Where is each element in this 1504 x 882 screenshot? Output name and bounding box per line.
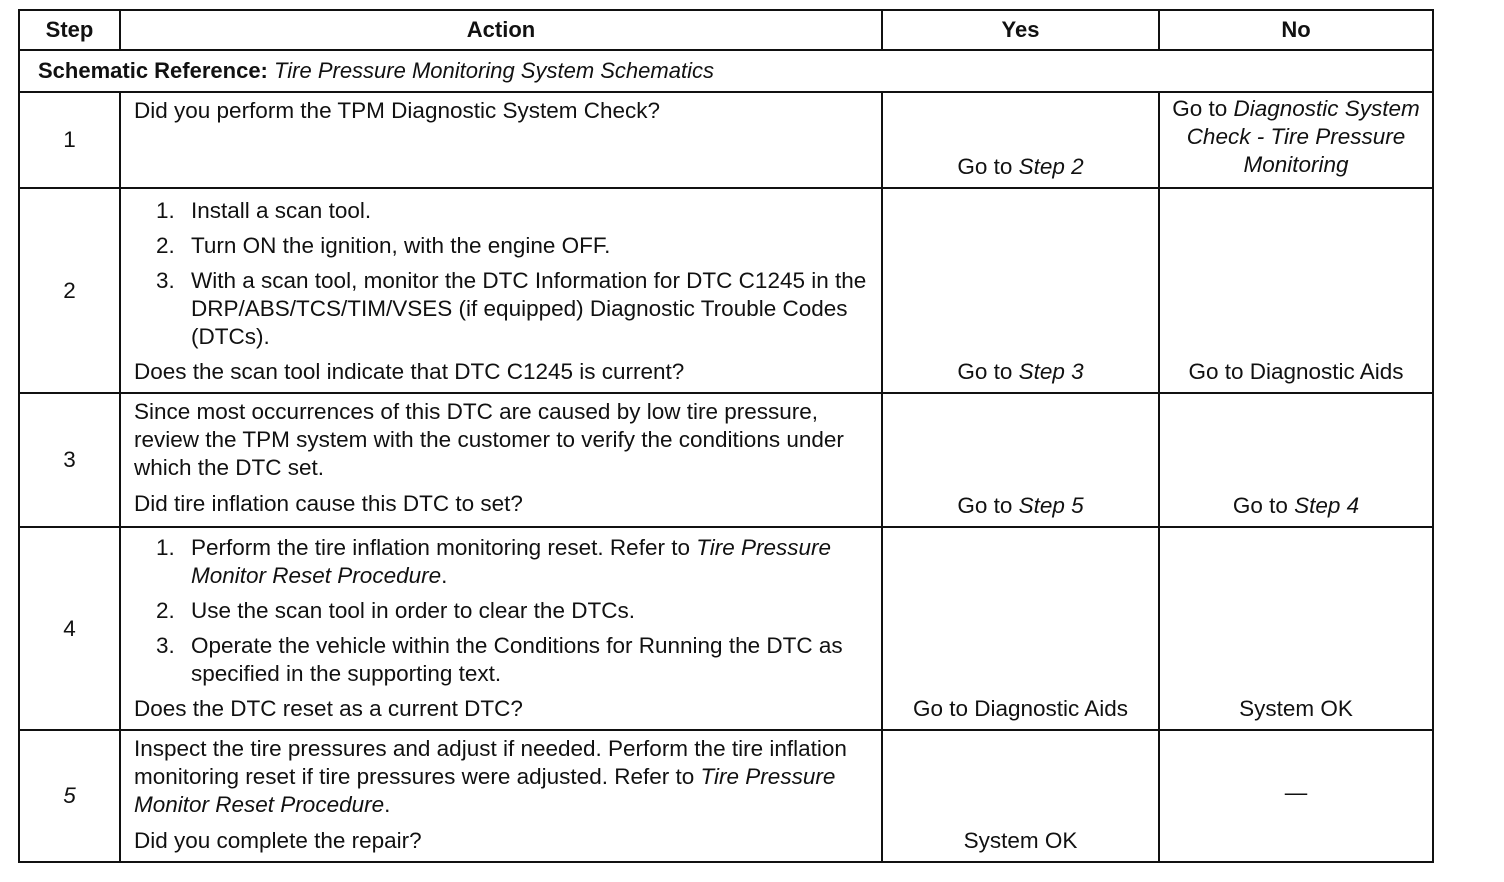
action-cell: [120, 730, 882, 862]
instruction-list: [134, 534, 871, 688]
yes-cell: [882, 730, 1159, 862]
yes-prefix: Go to: [957, 154, 1019, 179]
yes-prefix: Go to: [957, 359, 1019, 384]
no-prefix: Go to: [1232, 493, 1295, 518]
yes-cell: [882, 393, 1159, 527]
step-row-1: [19, 92, 1433, 188]
list-item: 3. Operate the vehicle within the Conditions for Running the DTC as specified in the supporting text.: [156, 633, 843, 686]
header-yes: Yes: [882, 10, 1159, 50]
yes-link[interactable]: Step 3: [1018, 359, 1084, 384]
no-link[interactable]: Go to Diagnostic Aids: [1188, 359, 1404, 384]
step-number: 3: [19, 393, 120, 527]
yes-cell: [882, 188, 1159, 393]
step-number: 5: [19, 730, 120, 862]
step-row-3: [19, 393, 1433, 527]
step-description: Since most occurrences of this DTC are caused by low tire pressure, review the TPM system with the customer to verify the conditions under which the DTC set.: [134, 399, 844, 480]
step-description: Inspect the tire pressures and adjust if needed. Perform the tire inflation monitoring reset if tire pressures were adjusted. Refer to Tire Pressure Monitor Reset Procedure.: [134, 736, 847, 817]
yes-result: System OK: [963, 828, 1078, 853]
list-item: 2. Use the scan tool in order to clear the DTCs.: [156, 598, 635, 623]
action-cell: [120, 527, 882, 730]
instruction-list: [134, 197, 871, 351]
procedure-link[interactable]: Tire Pressure Monitor Reset Procedure: [134, 764, 836, 817]
no-cell: [1159, 730, 1433, 862]
no-prefix: Go to: [1172, 96, 1234, 121]
action-cell: [120, 188, 882, 393]
step-question: Did tire inflation cause this DTC to set?: [134, 491, 523, 516]
yes-link[interactable]: Step 5: [1018, 493, 1084, 518]
no-link[interactable]: Diagnostic System Check - Tire Pressure Monitoring: [1186, 96, 1420, 177]
yes-link[interactable]: Step 2: [1018, 154, 1084, 179]
header-step: Step: [19, 10, 120, 50]
header-action: Action: [120, 10, 882, 50]
step-row-4: [19, 527, 1433, 730]
list-item: 3. With a scan tool, monitor the DTC Information for DTC C1245 in the DRP/ABS/TCS/TIM/VSES (if equipped) Diagnostic Trouble Codes (DTCs).: [156, 268, 867, 349]
schematic-label: Schematic Reference:: [38, 58, 268, 83]
procedure-link[interactable]: Tire Pressure Monitor Reset Procedure: [191, 535, 832, 588]
diagnostic-table: [18, 9, 1434, 863]
no-link[interactable]: Step 4: [1294, 493, 1360, 518]
header-row: [19, 10, 1433, 50]
schematic-reference: [19, 50, 1433, 92]
step-question: Does the DTC reset as a current DTC?: [134, 696, 523, 721]
step-question: Did you perform the TPM Diagnostic System Check?: [134, 98, 661, 123]
action-cell: [120, 393, 882, 527]
yes-prefix: Go to: [957, 493, 1019, 518]
no-result: System OK: [1239, 696, 1353, 721]
header-no: No: [1159, 10, 1433, 50]
list-item: 1. Perform the tire inflation monitoring reset. Refer to Tire Pressure Monitor Reset Procedure.: [156, 535, 832, 588]
step-number: 4: [19, 527, 120, 730]
schematic-reference-row: [19, 50, 1433, 92]
no-cell: [1159, 393, 1433, 527]
no-cell: [1159, 527, 1433, 730]
action-cell: [120, 92, 882, 188]
schematic-link[interactable]: Tire Pressure Monitoring System Schematics: [274, 58, 714, 83]
yes-link[interactable]: Go to Diagnostic Aids: [912, 696, 1129, 721]
step-question: Did you complete the repair?: [134, 828, 422, 853]
step-question: Does the scan tool indicate that DTC C1245 is current?: [134, 359, 685, 384]
step-number: 2: [19, 188, 120, 393]
list-item: 1. Install a scan tool.: [156, 198, 372, 223]
no-result: —: [1284, 780, 1308, 805]
yes-cell: [882, 527, 1159, 730]
no-cell: [1159, 92, 1433, 188]
list-item: 2. Turn ON the ignition, with the engine OFF.: [156, 233, 611, 258]
step-row-5: [19, 730, 1433, 862]
yes-cell: [882, 92, 1159, 188]
step-row-2: [19, 188, 1433, 393]
no-cell: [1159, 188, 1433, 393]
step-number: 1: [19, 92, 120, 188]
